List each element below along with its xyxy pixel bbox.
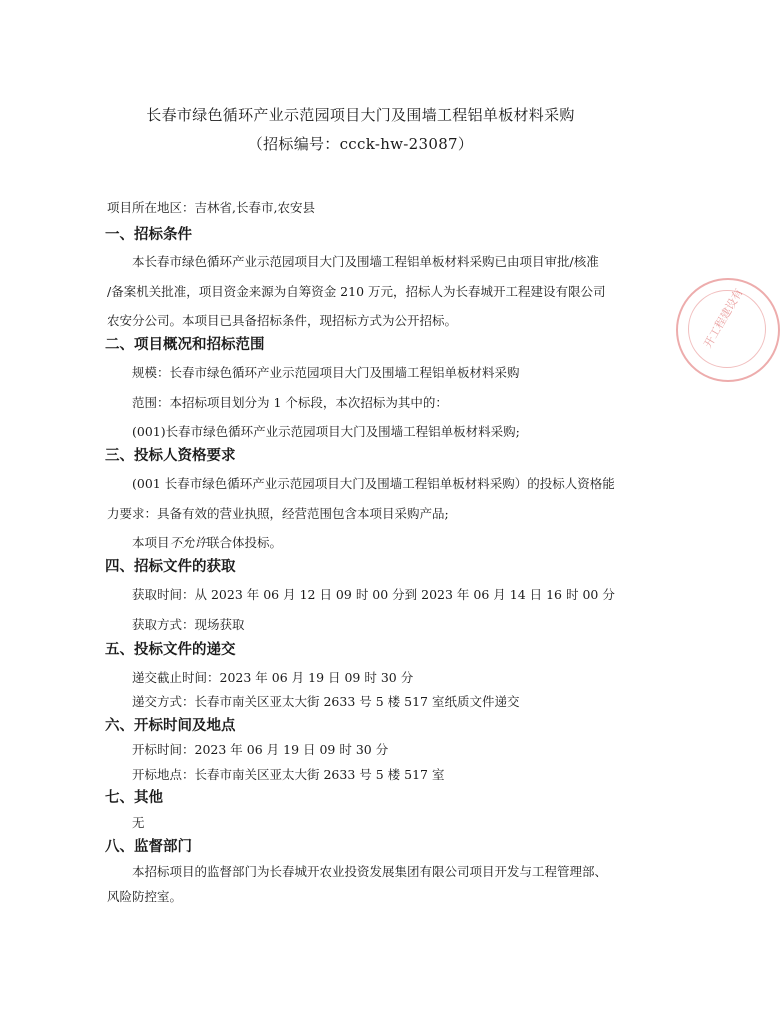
section-heading-2: 二、项目概况和招标范围 [105,337,265,353]
tender-code: （招标编号：ccck-hw-23087） [247,135,474,153]
s2-line-3: (001)长春市绿色循环产业示范园项目大门及围墙工程铝单板材料采购; [132,424,520,439]
s3-line-3-emphasis: 不允许 [169,535,208,550]
s1-line-1: 本长春市绿色循环产业示范园项目大门及围墙工程铝单板材料采购已由项目审批/核准 [132,254,599,269]
s3-line-1: (001 长春市绿色循环产业示范园项目大门及围墙工程铝单板材料采购）的投标人资格能 [132,476,615,491]
s4-line-2: 获取方式：现场获取 [132,617,245,632]
section-heading-5: 五、投标文件的递交 [105,642,236,658]
s3-line-3-post: 联合体投标。 [207,535,283,550]
document-title: 长春市绿色循环产业示范园项目大门及围墙工程铝单板材料采购 [146,106,575,124]
s5-line-1: 递交截止时间：2023 年 06 月 19 日 09 时 30 分 [132,670,414,685]
section-heading-6: 六、开标时间及地点 [105,718,236,734]
s7-line-1: 无 [132,815,145,830]
s5-line-2: 递交方式：长春市南关区亚太大街 2633 号 5 楼 517 室纸质文件递交 [132,694,520,709]
section-heading-1: 一、招标条件 [105,227,192,243]
official-seal-stamp [676,278,780,382]
section-heading-4: 四、招标文件的获取 [105,559,236,575]
s1-line-2: /备案机关批准，项目资金来源为自筹资金 210 万元，招标人为长春城开工程建设有限公司 [107,284,606,299]
section-heading-3: 三、投标人资格要求 [105,448,236,464]
s2-line-1: 规模：长春市绿色循环产业示范园项目大门及围墙工程铝单板材料采购 [132,365,520,380]
s3-line-2: 力要求：具备有效的营业执照，经营范围包含本项目采购产品; [107,506,449,521]
s8-line-2: 风险防控室。 [107,889,183,904]
s8-line-1: 本招标项目的监督部门为长春城开农业投资发展集团有限公司项目开发与工程管理部、 [132,864,608,879]
s6-line-1: 开标时间：2023 年 06 月 19 日 09 时 30 分 [132,742,389,757]
project-region: 项目所在地区：吉林省,长春市,农安县 [107,200,315,215]
s6-line-2: 开标地点：长春市南关区亚太大街 2633 号 5 楼 517 室 [132,767,445,782]
s2-line-2: 范围：本招标项目划分为 1 个标段，本次招标为其中的： [132,395,448,410]
section-heading-7: 七、其他 [105,790,163,806]
s3-line-3 [132,535,282,551]
seal-text: 开工程建设有 [701,286,746,351]
s4-line-1: 获取时间：从 2023 年 06 月 12 日 09 时 00 分到 2023 年 06 月 14 日 16 时 00 分 [132,587,615,602]
s3-line-3-pre: 本项目 [132,535,170,550]
s1-line-3: 农安分公司。本项目已具备招标条件，现招标方式为公开招标。 [107,313,458,328]
section-heading-8: 八、监督部门 [105,839,192,855]
